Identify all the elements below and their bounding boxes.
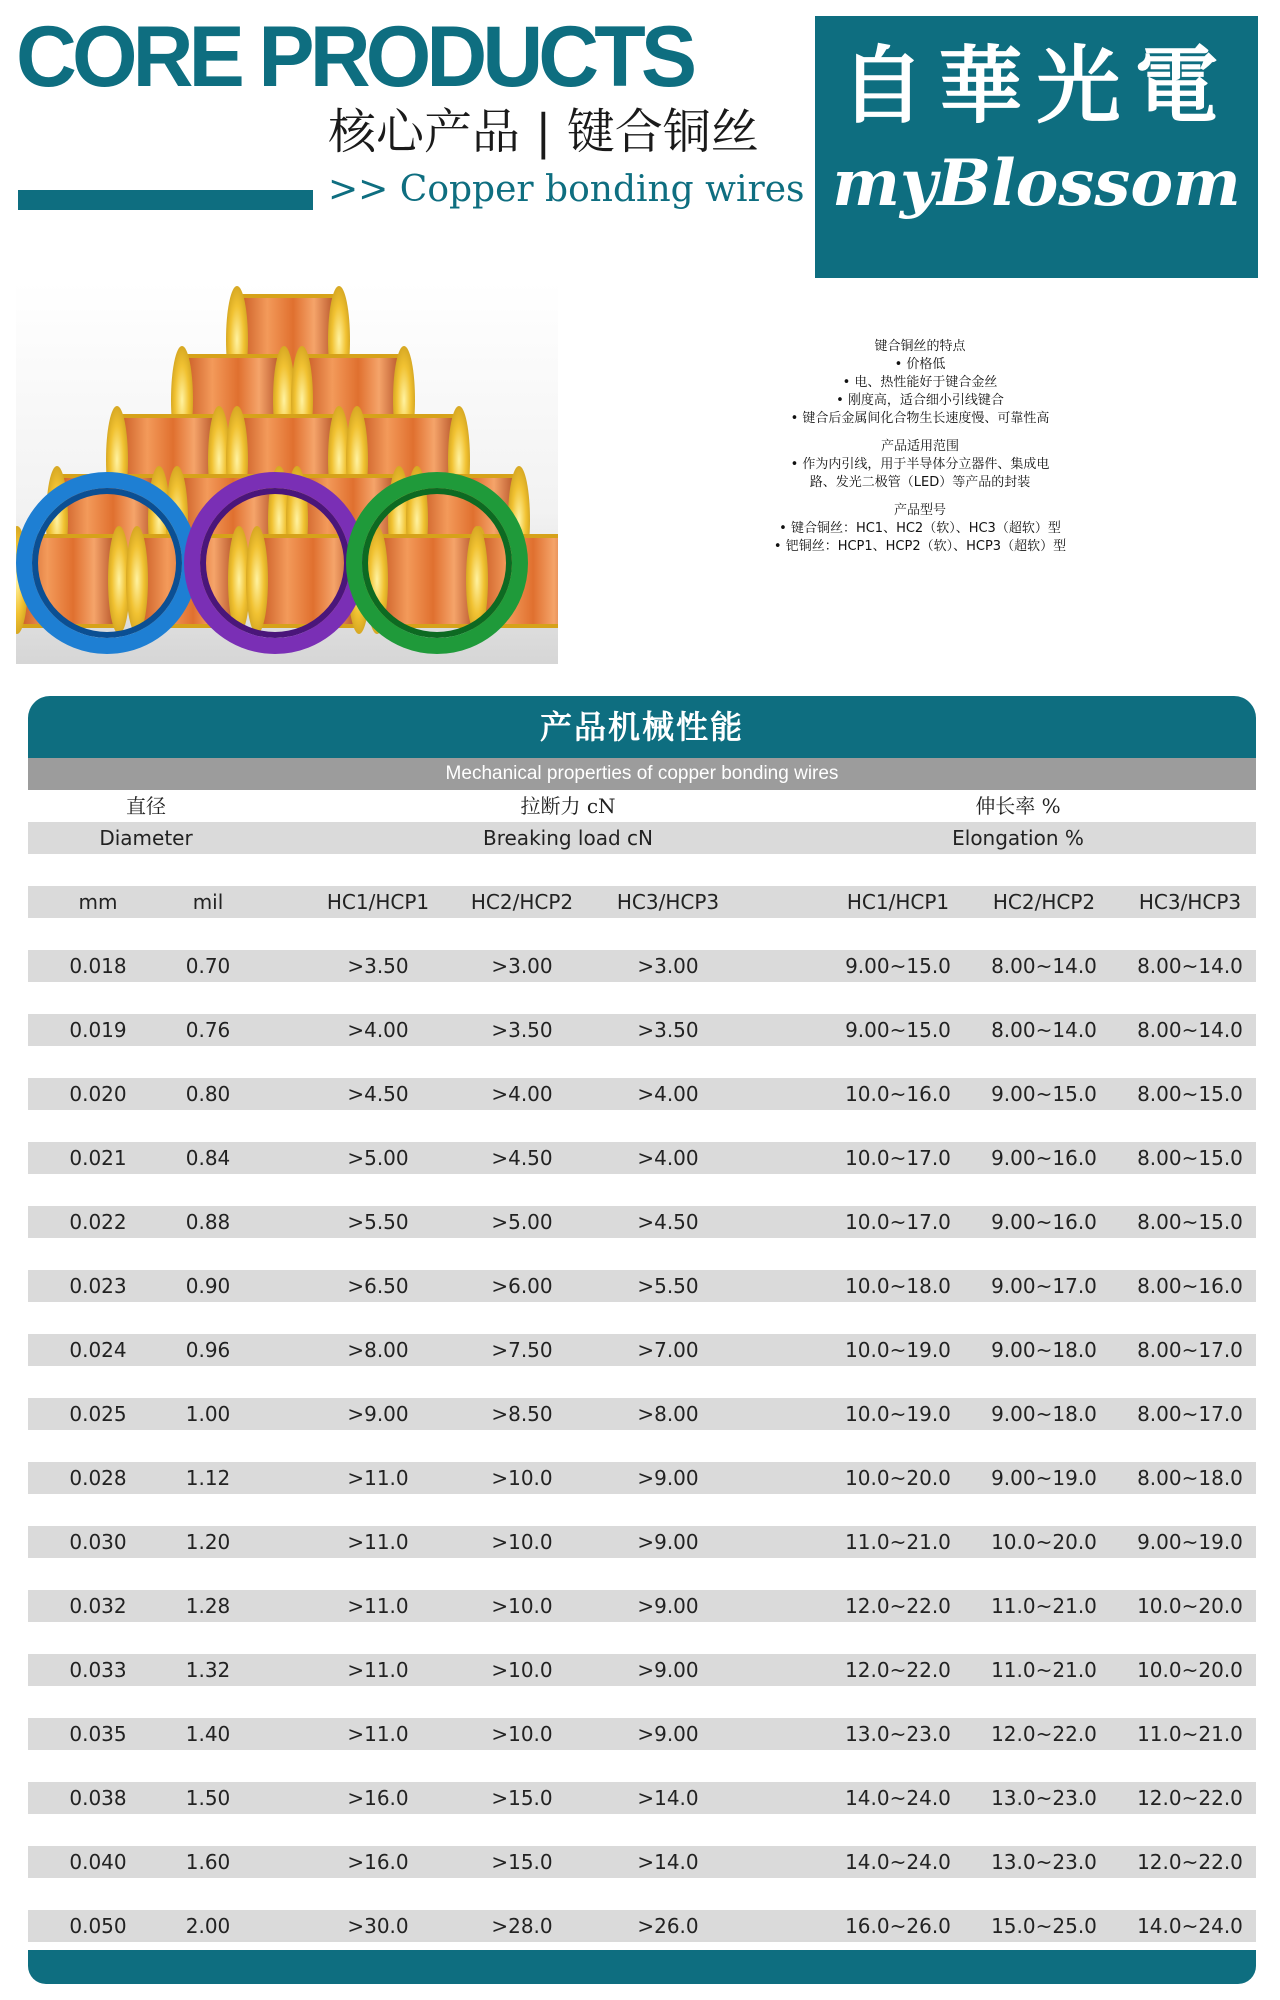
table-cell: >11.0: [347, 1722, 409, 1746]
subtitle-english: >> Copper bonding wires: [328, 169, 805, 210]
table-cell: >16.0: [347, 1850, 409, 1874]
table-cell: 2.00: [185, 1914, 231, 1938]
table-cell: >4.00: [491, 1082, 553, 1106]
table-cell: 10.0~20.0: [991, 1530, 1097, 1554]
table-cell: >8.50: [491, 1402, 553, 1426]
core-products-title: CORE PRODUCTS: [16, 9, 693, 105]
application-item: 路、发光二极管（LED）等产品的封装: [809, 475, 1031, 490]
group-elongation-en: Elongation %: [952, 826, 1084, 850]
table-cell: >3.00: [637, 954, 699, 978]
table-cell: 10.0~20.0: [1137, 1658, 1243, 1682]
group-breaking-cn: 拉断力 cN: [520, 794, 616, 818]
table-cell: >9.00: [637, 1594, 699, 1618]
table-cell: 0.030: [69, 1530, 127, 1554]
table-cell: 10.0~17.0: [845, 1146, 951, 1170]
table-cell: 8.00~15.0: [1137, 1146, 1243, 1170]
table-row: [28, 1654, 1256, 1686]
table-cell: 1.20: [185, 1530, 231, 1554]
group-breaking-en: Breaking load cN: [483, 826, 653, 850]
table-cell: 1.00: [185, 1402, 231, 1426]
table-row: [28, 1910, 1256, 1942]
table-cell: 13.0~23.0: [845, 1722, 951, 1746]
group-header-english: [28, 822, 1256, 854]
table-cell: 0.033: [69, 1658, 127, 1682]
table-cell: >9.00: [637, 1530, 699, 1554]
table-cell: >9.00: [637, 1466, 699, 1490]
features-section-title: 键合铜丝的特点: [874, 339, 966, 354]
table-cell: 0.90: [185, 1274, 231, 1298]
table-cell: >9.00: [637, 1658, 699, 1682]
table-cell: 13.0~23.0: [991, 1850, 1097, 1874]
subtitle-chinese: 核心产品 | 键合铜丝: [328, 104, 759, 160]
table-cell: 11.0~21.0: [1137, 1722, 1243, 1746]
table-cell: 0.80: [185, 1082, 231, 1106]
table-cell: 0.022: [69, 1210, 127, 1234]
table-cell: >15.0: [491, 1850, 553, 1874]
table-cell: >8.00: [347, 1338, 409, 1362]
models-section-title: 产品型号: [893, 503, 946, 518]
table-row: [28, 1526, 1256, 1558]
table-cell: 12.0~22.0: [1137, 1786, 1243, 1810]
table-cell: 0.021: [69, 1146, 127, 1170]
header-accent-bar: [18, 190, 313, 210]
table-cell: >4.50: [491, 1146, 553, 1170]
group-diameter-en: Diameter: [99, 826, 193, 850]
column-header-row: [28, 886, 1256, 918]
table-cell: >8.00: [637, 1402, 699, 1426]
table-cell: >3.50: [637, 1018, 699, 1042]
table-cell: 9.00~17.0: [991, 1274, 1097, 1298]
table-cell: 9.00~19.0: [991, 1466, 1097, 1490]
table-cell: >7.00: [637, 1338, 699, 1362]
table-cell: 15.0~25.0: [991, 1914, 1097, 1938]
blue-reel-icon: [16, 472, 198, 654]
table-row: [28, 1206, 1256, 1238]
table-cell: 8.00~14.0: [991, 954, 1097, 978]
column-header: HC3/HCP3: [616, 890, 720, 914]
brand-name-english: myBlossom: [832, 146, 1241, 222]
table-cell: 0.040: [69, 1850, 127, 1874]
table-cell: 9.00~18.0: [991, 1338, 1097, 1362]
table-cell: 10.0~19.0: [845, 1338, 951, 1362]
table-cell: 12.0~22.0: [845, 1658, 951, 1682]
table-row: [28, 1782, 1256, 1814]
table-cell: 0.018: [69, 954, 127, 978]
table-row: [28, 1078, 1256, 1110]
model-item: • 键合铜丝：HC1、HC2（软）、HC3（超软）型: [779, 521, 1061, 536]
table-cell: >28.0: [491, 1914, 553, 1938]
table-cell: >4.00: [347, 1018, 409, 1042]
table-cell: 14.0~24.0: [845, 1850, 951, 1874]
table-row: [28, 950, 1256, 982]
table-cell: 10.0~17.0: [845, 1210, 951, 1234]
table-cell: 8.00~16.0: [1137, 1274, 1243, 1298]
table-cell: >5.50: [347, 1210, 409, 1234]
application-section-title: 产品适用范围: [880, 439, 959, 454]
table-cell: >4.50: [347, 1082, 409, 1106]
column-header: mm: [78, 890, 118, 914]
table-row: [28, 1142, 1256, 1174]
table-cell: 10.0~16.0: [845, 1082, 951, 1106]
table-cell: 9.00~19.0: [1137, 1530, 1243, 1554]
table-cell: 0.76: [185, 1018, 231, 1042]
table-cell: >6.00: [491, 1274, 553, 1298]
table-cell: 12.0~22.0: [1137, 1850, 1243, 1874]
table-cell: >5.50: [637, 1274, 699, 1298]
table-cell: 10.0~20.0: [1137, 1594, 1243, 1618]
table-cell: 8.00~14.0: [991, 1018, 1097, 1042]
group-elongation-cn: 伸长率 %: [975, 794, 1061, 818]
brand-name-chinese: 自華光電: [840, 37, 1233, 135]
table-cell: 11.0~21.0: [991, 1594, 1097, 1618]
table-row: [28, 1718, 1256, 1750]
table-cell: 9.00~18.0: [991, 1402, 1097, 1426]
table-cell: 10.0~18.0: [845, 1274, 951, 1298]
table-cell: 0.70: [185, 954, 231, 978]
column-header: HC2/HCP2: [992, 890, 1096, 914]
feature-item: • 电、热性能好于键合金丝: [842, 375, 998, 390]
table-cell: 0.88: [185, 1210, 231, 1234]
column-header: HC1/HCP1: [846, 890, 950, 914]
table-body: [28, 918, 1256, 1942]
column-header: HC3/HCP3: [1138, 890, 1242, 914]
table-cell: 1.32: [185, 1658, 231, 1682]
table-cell: >4.50: [637, 1210, 699, 1234]
table-cell: 9.00~16.0: [991, 1210, 1097, 1234]
table-cell: 9.00~15.0: [845, 1018, 951, 1042]
table-title-english: Mechanical properties of copper bonding wires: [28, 758, 1256, 790]
table-cell: >14.0: [637, 1850, 699, 1874]
table-cell: >11.0: [347, 1530, 409, 1554]
table-cell: 0.025: [69, 1402, 127, 1426]
green-reel-icon: [346, 472, 528, 654]
application-item: • 作为内引线，用于半导体分立器件、集成电: [790, 457, 1050, 472]
table-cell: 0.035: [69, 1722, 127, 1746]
table-footer-bar: [28, 1950, 1256, 1984]
table-cell: >7.50: [491, 1338, 553, 1362]
brand-logo-box: [815, 16, 1258, 278]
table-cell: >10.0: [491, 1530, 553, 1554]
table-cell: 13.0~23.0: [991, 1786, 1097, 1810]
table-title-chinese: 产品机械性能: [28, 696, 1256, 758]
table-cell: 0.032: [69, 1594, 127, 1618]
table-cell: 1.28: [185, 1594, 231, 1618]
table-cell: 12.0~22.0: [991, 1722, 1097, 1746]
column-header: HC2/HCP2: [470, 890, 574, 914]
table-cell: 1.50: [185, 1786, 231, 1810]
table-cell: 8.00~14.0: [1137, 954, 1243, 978]
table-cell: 1.60: [185, 1850, 231, 1874]
model-item: • 钯铜丝：HCP1、HCP2（软）、HCP3（超软）型: [773, 539, 1067, 554]
copper-wire-spools-image: [16, 282, 558, 664]
table-cell: 16.0~26.0: [845, 1914, 951, 1938]
table-cell: >9.00: [347, 1402, 409, 1426]
group-diameter-cn: 直径: [126, 794, 166, 818]
table-cell: 9.00~16.0: [991, 1146, 1097, 1170]
feature-item: • 价格低: [894, 357, 946, 372]
mechanical-properties-table: [28, 696, 1256, 1984]
table-cell: 0.019: [69, 1018, 127, 1042]
table-cell: 9.00~15.0: [991, 1082, 1097, 1106]
table-cell: 8.00~15.0: [1137, 1210, 1243, 1234]
table-cell: >10.0: [491, 1594, 553, 1618]
table-cell: >26.0: [637, 1914, 699, 1938]
table-cell: >10.0: [491, 1658, 553, 1682]
table-cell: >3.00: [491, 954, 553, 978]
table-cell: 11.0~21.0: [991, 1658, 1097, 1682]
table-cell: 14.0~24.0: [845, 1786, 951, 1810]
table-cell: 8.00~15.0: [1137, 1082, 1243, 1106]
table-cell: >10.0: [491, 1466, 553, 1490]
table-cell: >5.00: [347, 1146, 409, 1170]
table-cell: 0.84: [185, 1146, 231, 1170]
feature-item: • 刚度高，适合细小引线键合: [836, 393, 1004, 408]
table-cell: >16.0: [347, 1786, 409, 1810]
group-header-chinese: [28, 790, 1256, 822]
table-cell: 0.024: [69, 1338, 127, 1362]
table-row: [28, 1846, 1256, 1878]
table-cell: >9.00: [637, 1722, 699, 1746]
table-cell: 0.020: [69, 1082, 127, 1106]
table-cell: 0.96: [185, 1338, 231, 1362]
table-cell: 1.40: [185, 1722, 231, 1746]
table-row: [28, 1270, 1256, 1302]
table-cell: 12.0~22.0: [845, 1594, 951, 1618]
table-cell: 1.12: [185, 1466, 231, 1490]
column-header: HC1/HCP1: [326, 890, 430, 914]
table-cell: 9.00~15.0: [845, 954, 951, 978]
table-row: [28, 1014, 1256, 1046]
table-cell: 8.00~18.0: [1137, 1466, 1243, 1490]
table-row: [28, 1462, 1256, 1494]
table-cell: >4.00: [637, 1082, 699, 1106]
table-cell: 14.0~24.0: [1137, 1914, 1243, 1938]
table-cell: 8.00~14.0: [1137, 1018, 1243, 1042]
table-row: [28, 1398, 1256, 1430]
table-cell: >10.0: [491, 1722, 553, 1746]
table-cell: >11.0: [347, 1594, 409, 1618]
table-cell: 0.038: [69, 1786, 127, 1810]
table-cell: 11.0~21.0: [845, 1530, 951, 1554]
table-row: [28, 1590, 1256, 1622]
table-cell: >3.50: [347, 954, 409, 978]
table-cell: >11.0: [347, 1658, 409, 1682]
table-cell: >14.0: [637, 1786, 699, 1810]
feature-item: • 键合后金属间化合物生长速度慢、可靠性高: [790, 411, 1050, 426]
table-cell: >11.0: [347, 1466, 409, 1490]
table-cell: 0.050: [69, 1914, 127, 1938]
table-cell: >15.0: [491, 1786, 553, 1810]
table-cell: 8.00~17.0: [1137, 1402, 1243, 1426]
table-cell: >4.00: [637, 1146, 699, 1170]
table-cell: 0.028: [69, 1466, 127, 1490]
table-row: [28, 1334, 1256, 1366]
table-cell: 0.023: [69, 1274, 127, 1298]
table-cell: 8.00~17.0: [1137, 1338, 1243, 1362]
column-header: mil: [192, 890, 224, 914]
product-features: [735, 338, 1105, 556]
table-cell: 10.0~19.0: [845, 1402, 951, 1426]
table-cell: >3.50: [491, 1018, 553, 1042]
table-cell: >30.0: [347, 1914, 409, 1938]
table-cell: >6.50: [347, 1274, 409, 1298]
purple-reel-icon: [184, 472, 366, 654]
table-cell: >5.00: [491, 1210, 553, 1234]
table-cell: 10.0~20.0: [845, 1466, 951, 1490]
